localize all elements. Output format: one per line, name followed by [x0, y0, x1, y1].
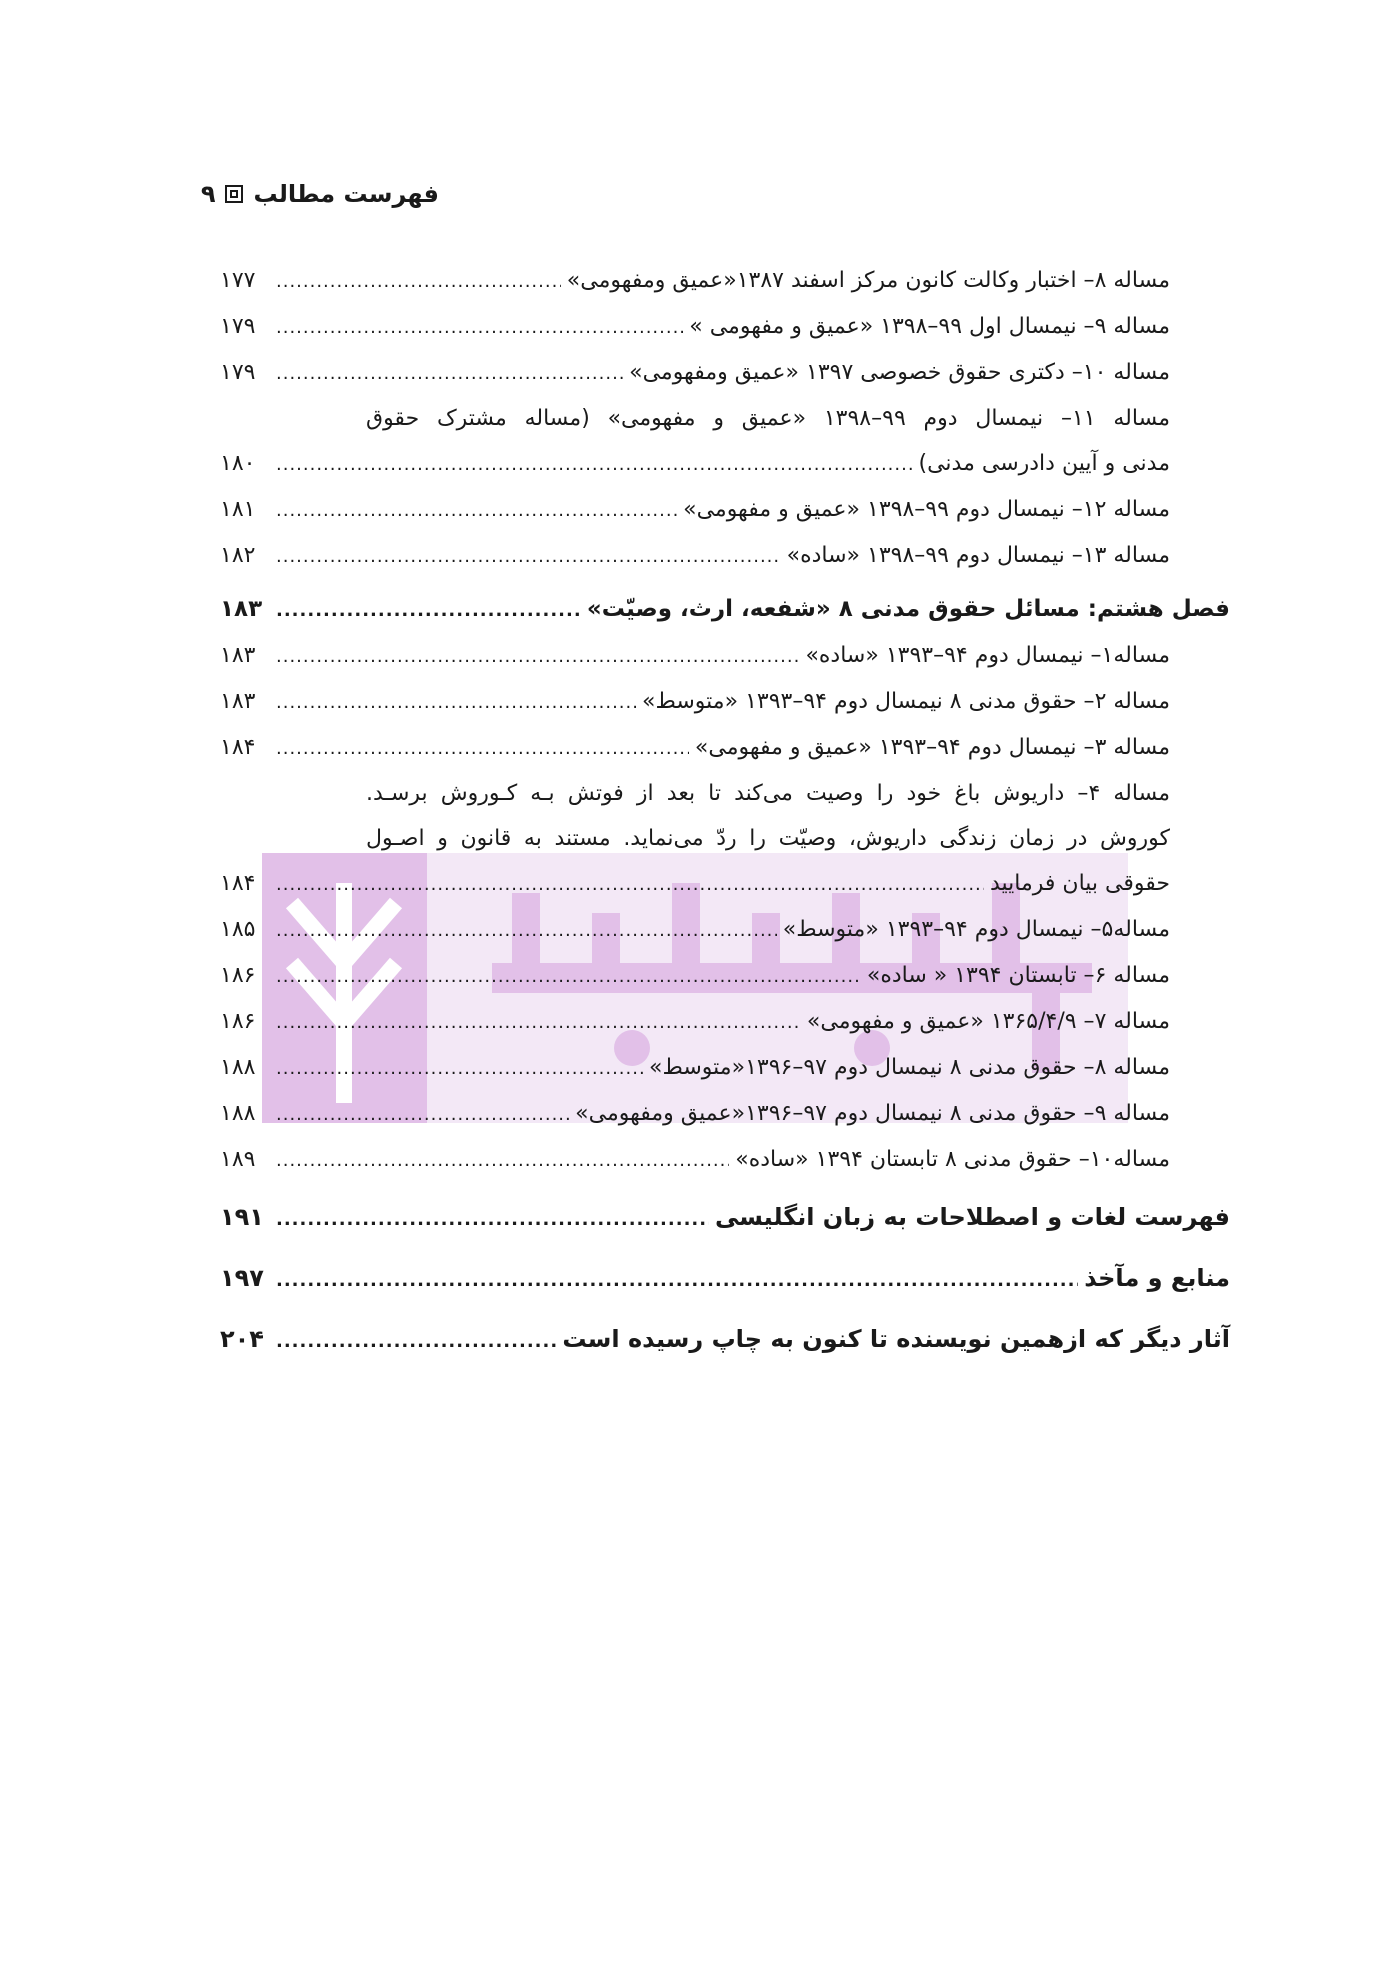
toc-entry[interactable]: مساله۱– نیمسال دوم ۹۴–۱۳۹۳ «ساده» ..... ۱۸۳	[220, 633, 1170, 679]
toc-entry-line: کوروش در زمان زندگی داریوش، وصیّت را ردّ می‌نماید. مستند به قانون و اصـول	[366, 826, 1170, 851]
leader-dots	[276, 1000, 801, 1045]
toc-entry[interactable]: مساله۱۰– حقوق مدنی ۸ تابستان ۱۳۹۴ «ساده» ..... ۱۸۹	[220, 1137, 1170, 1183]
leader-dots	[276, 442, 913, 487]
toc-entry[interactable]: مساله ۱۲– نیمسال دوم ۹۹–۱۳۹۸ «عمیق و مفهومی» ..... ۱۸۱	[220, 487, 1170, 533]
leader-dots	[276, 588, 581, 633]
leader-dots	[276, 259, 561, 304]
toc-entry[interactable]: مساله ۹– حقوق مدنی ۸ نیمسال دوم ۹۷–۱۳۹۶«عمیق ومفهومی» ..... ۱۸۸	[220, 1091, 1170, 1137]
leader-dots	[276, 1257, 1078, 1305]
leader-dots	[276, 1046, 643, 1091]
leader-dots	[276, 1138, 729, 1183]
running-header	[201, 180, 439, 208]
toc-entry[interactable]: مساله ۷– ۱۳۶۵/۴/۹ «عمیق و مفهومی» ..... ۱۸۶	[220, 999, 1170, 1045]
leader-dots	[276, 1092, 569, 1137]
leader-dots	[276, 862, 984, 907]
toc-back-matter-heading[interactable]: فهرست لغات و اصطلاحات به زبان انگلیسی ..... ۱۹۱	[220, 1193, 1230, 1244]
leader-dots	[276, 908, 777, 953]
toc-entry[interactable]: مساله ۲– حقوق مدنی ۸ نیمسال دوم ۹۴–۱۳۹۳ «متوسط» ..... ۱۸۳	[220, 679, 1170, 725]
leader-dots	[276, 488, 677, 533]
toc-entry[interactable]: مساله ۸– اختبار وکالت کانون مرکز اسفند ۱۳۸۷«عمیق ومفهومی» ..... ۱۷۷	[220, 258, 1170, 304]
toc-entry[interactable]: مدنی و آیین دادرسی مدنی) ..... ۱۸۰	[220, 441, 1170, 487]
table-of-contents	[220, 258, 1230, 1366]
leader-dots	[276, 634, 799, 679]
toc-entry-line: مساله ۱۱– نیمسال دوم ۹۹–۱۳۹۸ «عمیق و مفهومی» (مساله مشترک حقوق	[366, 406, 1170, 431]
leader-dots	[276, 1196, 709, 1244]
toc-entry[interactable]: حقوقی بیان فرمایید ..... ۱۸۴	[220, 861, 1170, 907]
toc-chapter-heading[interactable]: فصل هشتم: مسائل حقوق مدنی ۸ «شفعه، ارث، وصیّت» ..... ۱۸۳	[220, 587, 1230, 633]
leader-dots	[276, 726, 689, 771]
toc-entry[interactable]: مساله ۱۳– نیمسال دوم ۹۹–۱۳۹۸ «ساده» ..... ۱۸۲	[220, 533, 1170, 579]
toc-back-matter-heading[interactable]: منابع و مآخذ ..... ۱۹۷	[220, 1254, 1230, 1305]
toc-entry[interactable]: مساله ۶– تابستان ۱۳۹۴ « ساده» ..... ۱۸۶	[220, 953, 1170, 999]
leader-dots	[276, 680, 636, 725]
leader-dots	[276, 1318, 556, 1366]
header-page-number: ۹	[200, 180, 216, 208]
toc-entry[interactable]: مساله ۸– حقوق مدنی ۸ نیمسال دوم ۹۷–۱۳۹۶«متوسط» ..... ۱۸۸	[220, 1045, 1170, 1091]
header-title: فهرست مطالب	[253, 180, 439, 208]
leader-dots	[276, 305, 683, 350]
toc-entry[interactable]: مساله۵– نیمسال دوم ۹۴–۱۳۹۳ «متوسط» ..... ۱۸۵	[220, 907, 1170, 953]
square-frame-icon	[225, 185, 243, 203]
toc-entry[interactable]: مساله ۳– نیمسال دوم ۹۴–۱۳۹۳ «عمیق و مفهومی» ..... ۱۸۴	[220, 725, 1170, 771]
leader-dots	[276, 534, 781, 579]
toc-entry[interactable]: مساله ۹– نیمسال اول ۹۹–۱۳۹۸ «عمیق و مفهومی » ..... ۱۷۹	[220, 304, 1170, 350]
leader-dots	[276, 954, 861, 999]
toc-back-matter-heading[interactable]: آثار دیگر که ازهمین نویسنده تا کنون به چاپ رسیده است ..... ۲۰۴	[220, 1315, 1230, 1366]
toc-entry[interactable]: مساله ۱۰– دکتری حقوق خصوصی ۱۳۹۷ «عمیق ومفهومی» ..... ۱۷۹	[220, 350, 1170, 396]
toc-entry-line: مساله ۴– داریوش باغ خود را وصیت می‌کند تا بعد از فوتش بـه کـوروش برسـد.	[366, 781, 1170, 806]
leader-dots	[276, 351, 623, 396]
